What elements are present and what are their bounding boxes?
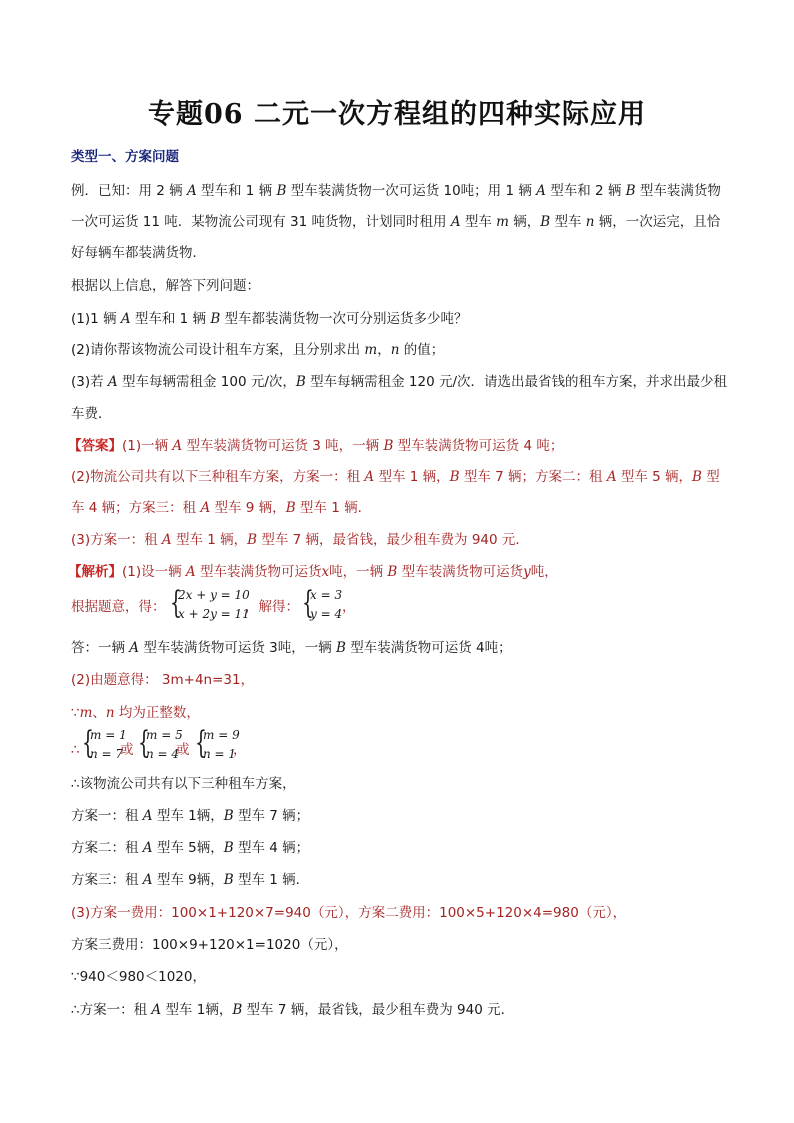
- page-title: 专题06 二元一次方程组的四种实际应用: [148, 99, 646, 130]
- cost-line-2: 方案三费用：100×9+120×1=1020（元），: [71, 937, 348, 953]
- cost-line-1: (3)方案一费用：100×1+120×7=940（元），方案二费用：100×5+120×4=980（元），: [71, 905, 627, 921]
- problem-line-3: 好每辆车都装满货物．: [71, 245, 206, 261]
- analysis-line-1: 【解析】(1)设一辆 A 型车装满货物可运货x吨，一辆 B 型车装满货物可运货y吨，: [68, 564, 558, 580]
- equation-system-1: { 2x + y = 10 x + 2y = 11: [170, 585, 250, 621]
- analysis-line-7: ∴该物流公司共有以下三种租车方案，: [71, 776, 296, 792]
- answer-line-4: (3)方案一：租 A 型车 1 辆，B 型车 7 辆，最省钱，最少租车费为 940 元．: [71, 532, 529, 548]
- case-system-3: { m = 9 n = 1: [195, 725, 240, 761]
- analysis-line-6-prefix: ∴: [71, 742, 80, 758]
- plan-3: 方案三：租 A 型车 9辆，B 型车 1 辆．: [71, 872, 310, 888]
- case-system-1: { m = 1 n = 7: [82, 725, 127, 761]
- plan-1: 方案一：租 A 型车 1辆，B 型车 7 辆；: [71, 808, 310, 824]
- answer-line-1: 【答案】(1)一辆 A 型车装满货物可运货 3 吨，一辆 B 型车装满货物可运货 4 吨；: [68, 438, 564, 454]
- final-answer: ∴方案一：租 A 型车 1辆，B 型车 7 辆，最省钱，最少租车费为 940 元．: [71, 1002, 515, 1018]
- cost-comparison: ∵940＜980＜1020，: [71, 969, 206, 985]
- answer-tag: 【答案】: [68, 438, 122, 454]
- analysis-line-2: 根据题意，得：: [71, 599, 166, 615]
- question-2: (2)请你帮该物流公司设计租车方案，且分别求出 m，n 的值；: [71, 342, 445, 358]
- problem-line-4: 根据以上信息，解答下列问题：: [71, 278, 260, 294]
- question-1: (1)1 辆 A 型车和 1 辆 B 型车都装满货物一次可分别运货多少吨？: [71, 311, 468, 327]
- answer-line-3: 车 4 辆；方案三：租 A 型车 9 辆，B 型车 1 辆．: [71, 500, 372, 516]
- analysis-line-3: 答：一辆 A 型车装满货物可运货 3吨，一辆 B 型车装满货物可运货 4吨；: [71, 640, 512, 656]
- case-system-2: { m = 5 n = 4: [138, 725, 183, 761]
- analysis-line-4: (2)由题意得： 3m+4n=31，: [71, 672, 255, 688]
- analysis-line-2-end: ，: [342, 599, 356, 615]
- analysis-tag: 【解析】: [68, 564, 122, 580]
- or-label-2: 或: [176, 742, 190, 758]
- question-3-line-1: (3)若 A 型车每辆需租金 100 元/次，B 型车每辆需租金 120 元/次．请选出最省钱的租车方案，并求出最少租: [71, 374, 727, 390]
- analysis-line-5: ∵m、n 均为正整数，: [71, 705, 200, 721]
- problem-line-2: 一次可运货 11 吨．某物流公司现有 31 吨货物，计划同时租用 A 型车 m 辆，B 型车 n 辆，一次运完，且恰: [71, 214, 721, 230]
- plan-2: 方案二：租 A 型车 5辆，B 型车 4 辆；: [71, 840, 310, 856]
- answer-line-2: (2)物流公司共有以下三种租车方案，方案一：租 A 型车 1 辆，B 型车 7 辆；方案二：租 A 型车 5 辆，B 型: [71, 469, 720, 485]
- problem-line-1: 例．已知：用 2 辆 A 型车和 1 辆 B 型车装满货物一次可运货 10吨；用 1 辆 A 型车和 2 辆 B 型车装满货物: [71, 183, 721, 199]
- section-heading: 类型一、方案问题: [71, 149, 179, 165]
- analysis-line-2-mid: ，解得：: [245, 599, 299, 615]
- question-3-line-2: 车费．: [71, 406, 112, 422]
- analysis-line-6-end: ，: [233, 742, 247, 758]
- or-label-1: 或: [120, 742, 134, 758]
- equation-solution-1: { x = 3 y = 4: [302, 585, 343, 621]
